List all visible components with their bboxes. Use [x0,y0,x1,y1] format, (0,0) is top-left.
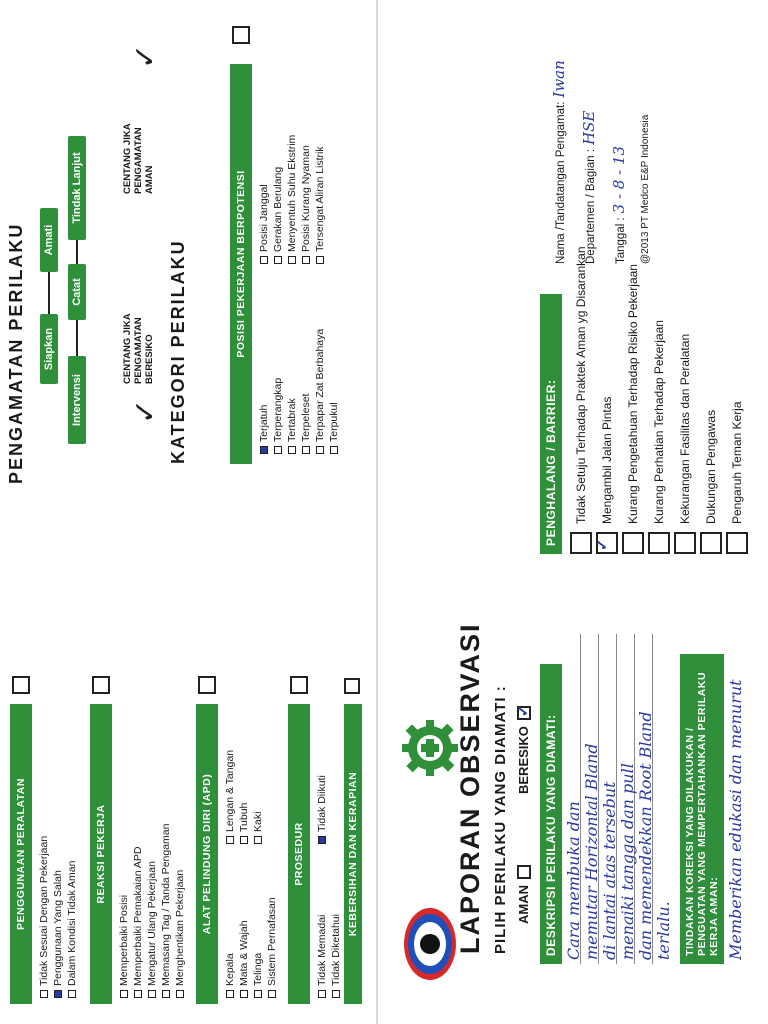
flow-tindak-lanjut: Tindak Lanjut [68,136,86,240]
tick-aman-icon: ✓ [129,43,162,69]
cat-option[interactable]: Terperangkap [272,378,284,454]
flow-arrow [48,272,50,314]
category-header: REAKSI PEKERJA [90,704,112,1004]
cat-option[interactable]: Mata & Wajah [238,920,250,998]
category-checkbox[interactable] [92,676,110,694]
kategori-title: KATEGORI PERILAKU [168,239,188,464]
tick-beresiko-icon: ✓ [129,398,162,424]
flow-intervensi: Intervensi [68,356,86,444]
cat-option[interactable]: Memperbaiki Pemakaian APD [132,847,144,998]
date-field[interactable]: Tanggal :3 - 8 - 13 [610,145,628,264]
category-header: POSISI PEKERJAAN BERPOTENSI [230,64,252,464]
barrier-option[interactable]: Dukungan Pengawas [700,410,722,554]
centang-aman-label: CENTANG JIKA PENGAMATAN AMAN [122,123,155,194]
observer-field[interactable]: Nama /Tandatangan Pengamat:Iwan [550,60,568,264]
category-header: ALAT PELINDUNG DIRI (APD) [196,704,218,1004]
flow-siapkan: Siapkan [40,314,58,384]
cat-option[interactable]: Terpeleset [300,394,312,454]
flow-amati: Amati [40,208,58,272]
category-checkbox[interactable] [12,676,30,694]
flow-arrow [76,240,78,264]
cat-option[interactable]: Tubuh [238,803,250,844]
action-header: TINDAKAN KOREKSI YANG DILAKUKAN / PENGUATAN YANG MEMPERTAHANKAN PERILAKU KERJA AMAN: [680,654,724,964]
k3-gear-logo-icon [402,720,458,776]
category-checkbox[interactable] [290,676,308,694]
aman-option[interactable]: AMAN [516,865,531,924]
cat-option[interactable]: Gerakan Berulang [272,167,284,264]
category-checkbox[interactable] [344,678,360,694]
report-title: LAPORAN OBSERVASI [455,622,485,954]
description-line: Cara membuka dan [564,801,583,960]
description-line: menaiki tangga dan pull [618,763,637,960]
flow-arrow [76,320,78,356]
cat-option[interactable]: Kepala [224,953,236,998]
description-line: terlalu. [654,901,673,960]
category-header: KEBERSIHAN DAN KERAPIAN [344,704,362,1004]
cat-option[interactable]: Tidak Memadai [316,915,328,998]
description-line: di lantai atas tersebut [600,781,619,960]
description-header: DESKRIPSI PERILAKU YANG DIAMATI: [540,664,562,964]
cat-option[interactable]: Dalam Kondisi Tidak Aman [66,861,78,998]
beresiko-option[interactable]: BERESIKO ✓ [516,706,531,794]
action-line: Memberikan edukasi dan menurut [726,679,745,960]
barrier-option[interactable]: Kurang Pengetahuan Terhadap Risiko Pekerjaan [622,264,644,554]
cat-option[interactable]: Lengan & Tangan [224,750,236,844]
centang-beresiko-label: CENTANG JIKA PENGAMATAN BERESIKO [122,313,155,384]
cat-option[interactable]: Kaki [252,812,264,844]
copyright: @2013 PT Medco E&P Indonesia [640,114,651,264]
medco-eye-logo-icon [400,904,460,984]
barrier-option[interactable]: Pengaruh Teman Kerja [726,401,748,554]
category-checkbox[interactable] [232,26,250,44]
cat-option[interactable]: Telinga [252,953,264,998]
barrier-option[interactable]: Tidak Setuju Terhadap Praktek Aman yg Disarankan [570,247,592,555]
category-header: PENGGUNAAN PERALATAN [10,704,32,1004]
laporan-panel [400,0,768,1024]
dept-field[interactable]: Departemen / Bagian :HSE [580,110,598,264]
report-subtitle: PILIH PERILAKU YANG DIAMATI : [492,685,509,954]
barrier-header: PENGHALANG / BARRIER: [540,294,562,554]
aman-checkbox[interactable] [517,865,531,879]
description-line: dan memendekkan Root Bland [636,711,655,960]
cat-option[interactable]: Tidak Diketahui [330,914,342,998]
cat-option[interactable]: Tidak Diikuti [316,775,328,844]
cat-option[interactable]: Posisi Kurang Nyaman [300,145,312,264]
fold-divider [376,0,378,1024]
description-line: memutar Horizontal Bland [582,743,601,960]
cat-option[interactable]: Memasang Tag / Tanda Pengaman [160,824,172,998]
cat-option[interactable]: Tersengat Aliran Listrik [314,146,326,264]
cat-option[interactable]: Menyentuh Suhu Ekstrim [286,135,298,264]
cat-option[interactable]: Terpapar Zat Berbahaya [314,329,326,454]
barrier-option[interactable]: ✓ Mengambil Jalan Pintas [596,397,618,554]
cat-option[interactable]: Penggunaan Yang Salah [52,870,64,998]
cat-option[interactable]: Tertabrak [286,398,298,454]
barrier-option[interactable]: Kurang Perhatian Terhadap Pekerjaan [648,320,670,554]
cat-option[interactable]: Posisi Janggal [258,184,270,264]
cat-option[interactable]: Menghentikan Pekerjaan [174,870,186,998]
category-header: PROSEDUR [288,704,310,1004]
cat-option[interactable]: Terpukul [328,402,340,454]
flow-catat: Catat [68,264,86,320]
cat-option[interactable]: Sistem Pernafasan [266,897,278,998]
barrier-option[interactable]: Kekurangan Fasilitas dan Peralatan [674,334,696,554]
cat-option[interactable]: Terjatuh [258,405,270,454]
cat-option[interactable]: Memperbaiki Posisi [118,895,130,998]
pengamatan-panel [0,0,370,1024]
cat-option[interactable]: Mengatur Ulang Pekerjaan [146,861,158,998]
pengamatan-title: PENGAMATAN PERILAKU [6,222,26,484]
category-checkbox[interactable] [198,676,216,694]
beresiko-checkbox[interactable] [517,706,531,720]
cat-option[interactable]: Tidak Sesuai Dengan Pekerjaan [38,836,50,998]
